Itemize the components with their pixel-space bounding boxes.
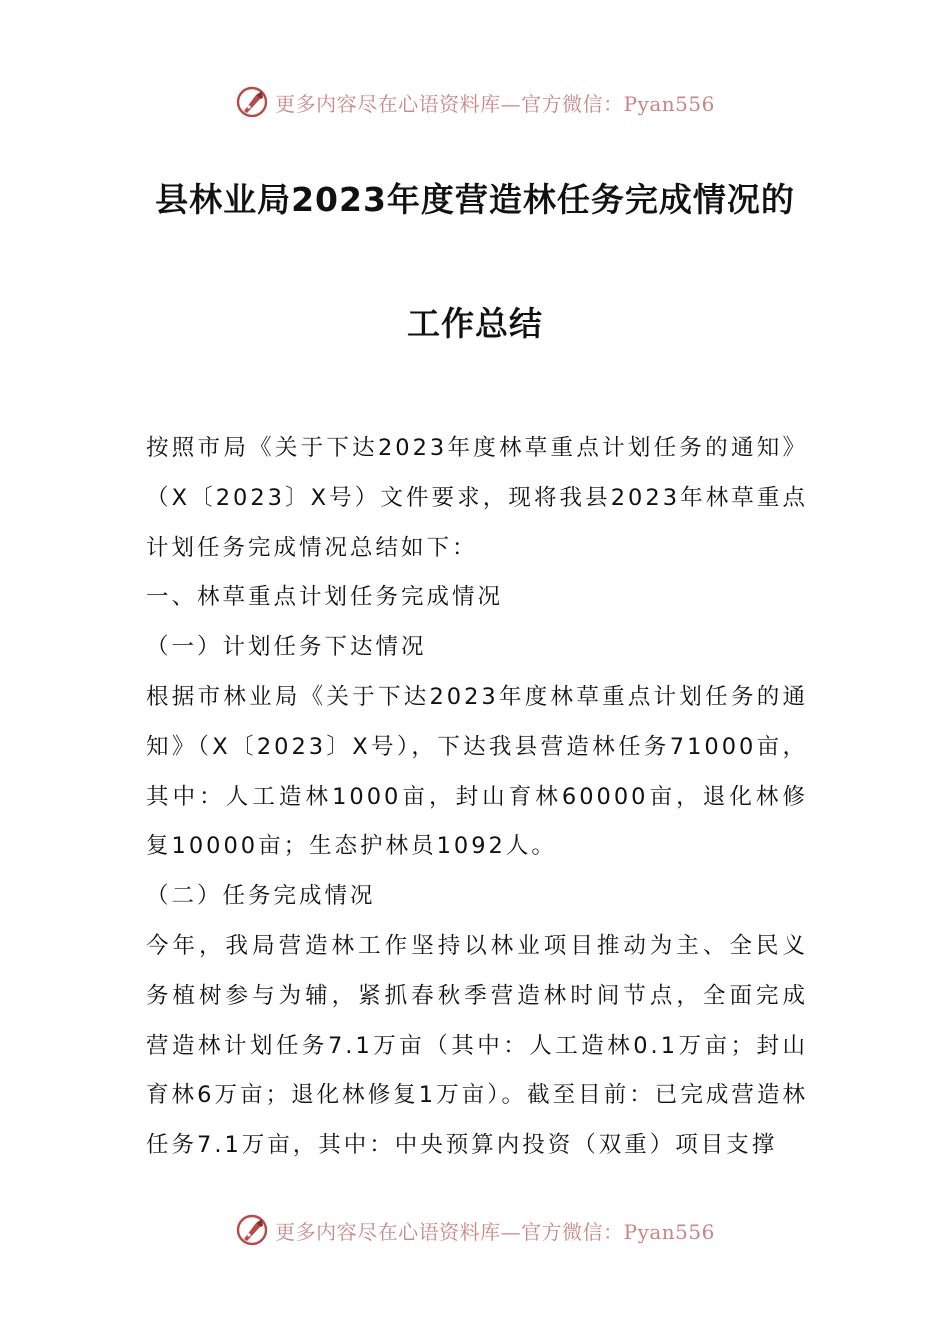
document-body: [146, 424, 808, 1171]
paragraph-task-allocation: 根据市林业局《关于下达2023年度林草重点计划任务的通知》（X〔2023〕X号），下达我县营造林任务71000亩，其中：人工造林1000亩，封山育林60000亩，退化林修复10000亩；生态护林员1092人。: [146, 683, 808, 860]
paragraph-task-completion: 今年，我局营造林工作坚持以林业项目推动为主、全民义务植树参与为辅，紧抓春秋季营造林时间节点，全面完成营造林计划任务7.1万亩（其中：人工造林0.1万亩；封山育林6万亩；退化林修复1万亩）。截至目前：已完成营造林任务7.1万亩，其中：中央预算内投资（双重）项目支撑: [146, 932, 808, 1159]
pen-nib-logo-icon: [235, 1213, 269, 1247]
subsection-heading-2: （二）任务完成情况: [146, 883, 376, 910]
watermark-text: 更多内容尽在心语资料库—官方微信：Pyan556: [275, 91, 715, 116]
paragraph-intro: 按照市局《关于下达2023年度林草重点计划任务的通知》（X〔2023〕X号）文件要求，现将我县2023年林草重点计划任务完成情况总结如下：: [146, 435, 808, 561]
footer-watermark: [0, 1210, 950, 1250]
subsection-heading-1: （一）计划任务下达情况: [146, 634, 427, 661]
section-heading-1: 一、林草重点计划任务完成情况: [146, 584, 504, 611]
watermark-text: 更多内容尽在心语资料库—官方微信：Pyan556: [275, 1219, 715, 1244]
document-title-line-1: 县林业局2023年度营造林任务完成情况的: [155, 180, 795, 219]
pen-nib-logo-icon: [235, 85, 269, 119]
header-watermark: [0, 82, 950, 122]
document-title-line-2: 工作总结: [407, 304, 543, 343]
